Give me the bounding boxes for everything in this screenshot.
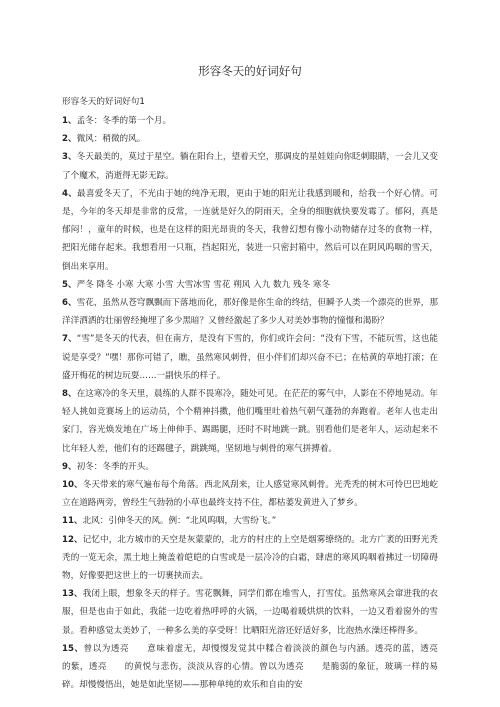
item-text: 在这寒冷的冬天里，晨练的人群不畏寒冷，随处可见。在茫茫的雾气中，人影在不停地晃动。年轻人挑如竞赛场上的运动员，个个精神抖擞，他们嘴里吐着热气朝气蓬勃的奔跑着。老年人也走出家门，容光焕发地在广场上伸伸手、踢踢腿，还时不时地跳一跳。别看他们是老年人，运动起来不比年轻人差，他们有的还踢毽子，跳跳绳，坚韧地与刺骨的寒气拼搏着。 bbox=[62, 389, 438, 454]
item-number: 6、 bbox=[62, 298, 77, 309]
item-number: 7、 bbox=[62, 334, 77, 345]
list-item bbox=[62, 585, 438, 640]
item-number: 1、 bbox=[62, 116, 77, 126]
list-item bbox=[62, 385, 438, 458]
list-item bbox=[62, 330, 438, 385]
item-text: 北风：引伸冬天的风。例：“北风呜咽，大雪纷飞。” bbox=[82, 516, 277, 527]
list-item bbox=[62, 130, 438, 148]
item-number: 4、 bbox=[62, 188, 78, 199]
item-number: 10、 bbox=[62, 480, 83, 491]
document-subtitle: 形容冬天的好词好句1 bbox=[62, 97, 145, 107]
item-text: 冬天最美的，莫过于星空。躺在阳台上，望着天空，那调皮的星娃娃向你眨刺眼睛，一会儿又变了个魔术，消逝得无影无踪。 bbox=[62, 152, 438, 181]
list-item bbox=[62, 276, 438, 294]
item-text: 冬天带来的寒气遍布每个角落。西北风刮来，让人感觉寒风刺骨。光秃秃的树木可怜巴巴地屹立在道路两旁，曾经生气勃勃的小草也最终支持不住，都枯萎发黄进入了梦乡。 bbox=[62, 480, 438, 509]
entry-list bbox=[62, 112, 456, 695]
document-title: 形容冬天的好词好句 bbox=[198, 64, 302, 78]
item-text: 微风：稍微的风。 bbox=[76, 134, 146, 145]
item-number: 8、 bbox=[62, 389, 77, 400]
list-item bbox=[62, 185, 438, 276]
item-text: 我闭上眼，想象冬天的样子。雪花飘舞，同学们都在堆雪人，打雪仗。虽然寒风会窜进我的衣服，但是也由于如此，我能一边吃着热呼呼的火锅，一边喝着暖烘烘的饮料，一边又看着窗外的雪景。看种感觉太美妙了，一种多么美的享受呀！比晒阳光溶还好适好多，比泡热水澡还棒得多。 bbox=[62, 589, 438, 636]
item-text: 雪花，虽然从苍穹飘飘而下落地而化，那好像是你生命的终结，但瞬予人类一个漂亮的世界，那洋洋洒洒的壮丽曾经掩埋了多少黑暗？又曾经激起了多少人对美妙事物的憧憬和渴盼？ bbox=[62, 298, 438, 327]
list-item bbox=[62, 512, 438, 530]
item-text: 初冬：冬季的开头。 bbox=[76, 461, 154, 472]
item-number: 12、 bbox=[62, 534, 83, 545]
item-number: 11、 bbox=[62, 516, 83, 527]
item-text: “雪”是冬天的代表，但在南方，是没有下雪的，你们或许会问：“没有下雪，不能玩雪，这也能说是享受？”嘿！那你可错了，瞧，虽然寒风刺骨，但小伴们们却兴奋不已；在枯黄的草地打滚；在盛开梅花的树边玩耍……一副快乐的样子。 bbox=[62, 334, 439, 381]
item-text: 最喜爱冬天了，不光由于她的纯净无瑕，更由于她的阳光让我感到暖和，给我一个好心情。可是，今年的冬天却是非常的反常，一连就是好久的阴雨天，全身的细胞就快要发霉了。郁闷，真是郁闷！，童年的时候，也是在这样的阳光昂贵的冬天，我曾幻想有像小动物储存过冬的食物一样，把阳光储存起来。我想看用一只瓶，挡起阳光，装进一只密封箱中，然后可以在阴风呜咽的雪天，倒出来享用。 bbox=[62, 188, 438, 272]
item-number: 9、 bbox=[62, 461, 77, 472]
item-text: 曾以为透亮 意味着虚无，却慢慢发觉其中糅合着淡淡的颜色与内涵。透亮的蓝，透亮 的紫，透亮 的黄悦与悲伤，淡淡从容的心情。曾以为透亮 是脆弱的象征，玻璃一样的易碎。却慢慢悟出，她是如此坚韧——那种单纯的欢乐和自由的安 bbox=[62, 643, 456, 691]
list-item bbox=[62, 112, 438, 130]
list-item bbox=[62, 476, 438, 512]
list-item bbox=[62, 640, 456, 695]
item-number: 3、 bbox=[62, 152, 77, 163]
list-item bbox=[62, 458, 438, 476]
item-number: 5、 bbox=[62, 279, 77, 290]
list-item bbox=[62, 531, 438, 586]
item-text: 孟冬：冬季的第一个月。 bbox=[76, 116, 172, 126]
item-number: 2、 bbox=[62, 134, 77, 145]
item-number: 15、 bbox=[62, 643, 84, 654]
item-text: 记忆中，北方城市的天空是灰蒙蒙的，北方的村庄的上空是烟雾缭绕的。北方广袤的田野光秃秃的一览无余，黑土地上掩盖着皑皑的白雪或是一层冷冷的白霜，肆虐的寒风呜咽着拂过一切障碍物，好像要把这世上的一切裹挟而去。 bbox=[62, 534, 438, 582]
list-item bbox=[62, 148, 438, 184]
list-item bbox=[62, 294, 438, 330]
item-number: 13、 bbox=[62, 589, 83, 600]
item-text: 严冬 降冬 小寒 大寒 小雪 大雪冰雪 雪花 朔风 入九 数九 残冬 寒冬 bbox=[76, 279, 331, 290]
